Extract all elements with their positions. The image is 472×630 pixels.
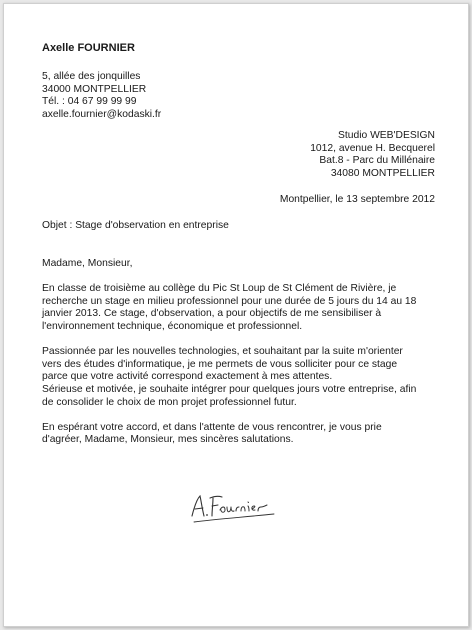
recipient-block: [235, 130, 435, 180]
sender-email: axelle.fournier@kodaski.fr: [42, 108, 162, 120]
paragraph-1: [42, 283, 442, 333]
paragraph-1-line-2: recherche un stage en milieu professionnel pour une durée de 5 jours du 14 au 18: [42, 295, 417, 307]
letter-page: [3, 3, 469, 627]
recipient-address-line3: 34080 MONTPELLIER: [330, 167, 435, 179]
sender-phone: Tél. : 04 67 99 99 99: [42, 96, 137, 108]
salutation: Madame, Monsieur,: [42, 258, 133, 269]
date-line: Montpellier, le 13 septembre 2012: [279, 194, 435, 205]
paragraph-1-line-3: janvier 2013. Ce stage, d'observation, a pour objectifs de me sensibiliser à: [42, 308, 382, 320]
recipient-address-line1: 1012, avenue H. Becquerel: [310, 142, 435, 154]
sender-name: Axelle FOURNIER: [42, 42, 135, 54]
paragraph-3-line-2: d'agréer, Madame, Monsieur, mes sincères salutations.: [42, 434, 294, 446]
sender-address-line1: 5, allée des jonquilles: [42, 71, 141, 82]
paragraph-2-line-5: de consolider le choix de mon projet professionnel futur.: [42, 396, 297, 408]
paragraph-2-line-2: vers des études d'informatique, je me permets de vous solliciter pour ce stage: [42, 358, 398, 370]
letter-body: [42, 258, 442, 460]
sender-block: [42, 42, 292, 121]
paragraph-2-line-3: parce que votre activité correspond exactement à mes attentes.: [42, 371, 333, 383]
paragraph-1-line-4: l'environnement technique, économique et professionnel.: [42, 320, 303, 332]
handwritten-signature: [186, 486, 296, 526]
paragraph-3: [42, 422, 442, 447]
paragraph-2-line-4: Sérieuse et motivée, je souhaite intégrer pour quelques jours votre entreprise, afin: [42, 383, 417, 395]
paragraph-3-line-1: En espérant votre accord, et dans l'attente de vous rencontrer, je vous prie: [42, 421, 382, 433]
paragraph-2-line-1: Passionnée par les nouvelles technologies, et souhaitant par la suite m'orienter: [42, 346, 403, 358]
paragraph-2: [42, 346, 442, 409]
recipient-address-line2: Bat.8 - Parc du Millénaire: [319, 155, 435, 167]
sender-address-line2: 34000 MONTPELLIER: [42, 83, 147, 95]
subject-line: Objet : Stage d'observation en entreprise: [42, 220, 229, 231]
recipient-company: Studio WEB'DESIGN: [338, 130, 435, 141]
paragraph-1-line-1: En classe de troisième au collège du Pic St Loup de St Clément de Rivière, je: [42, 283, 397, 295]
